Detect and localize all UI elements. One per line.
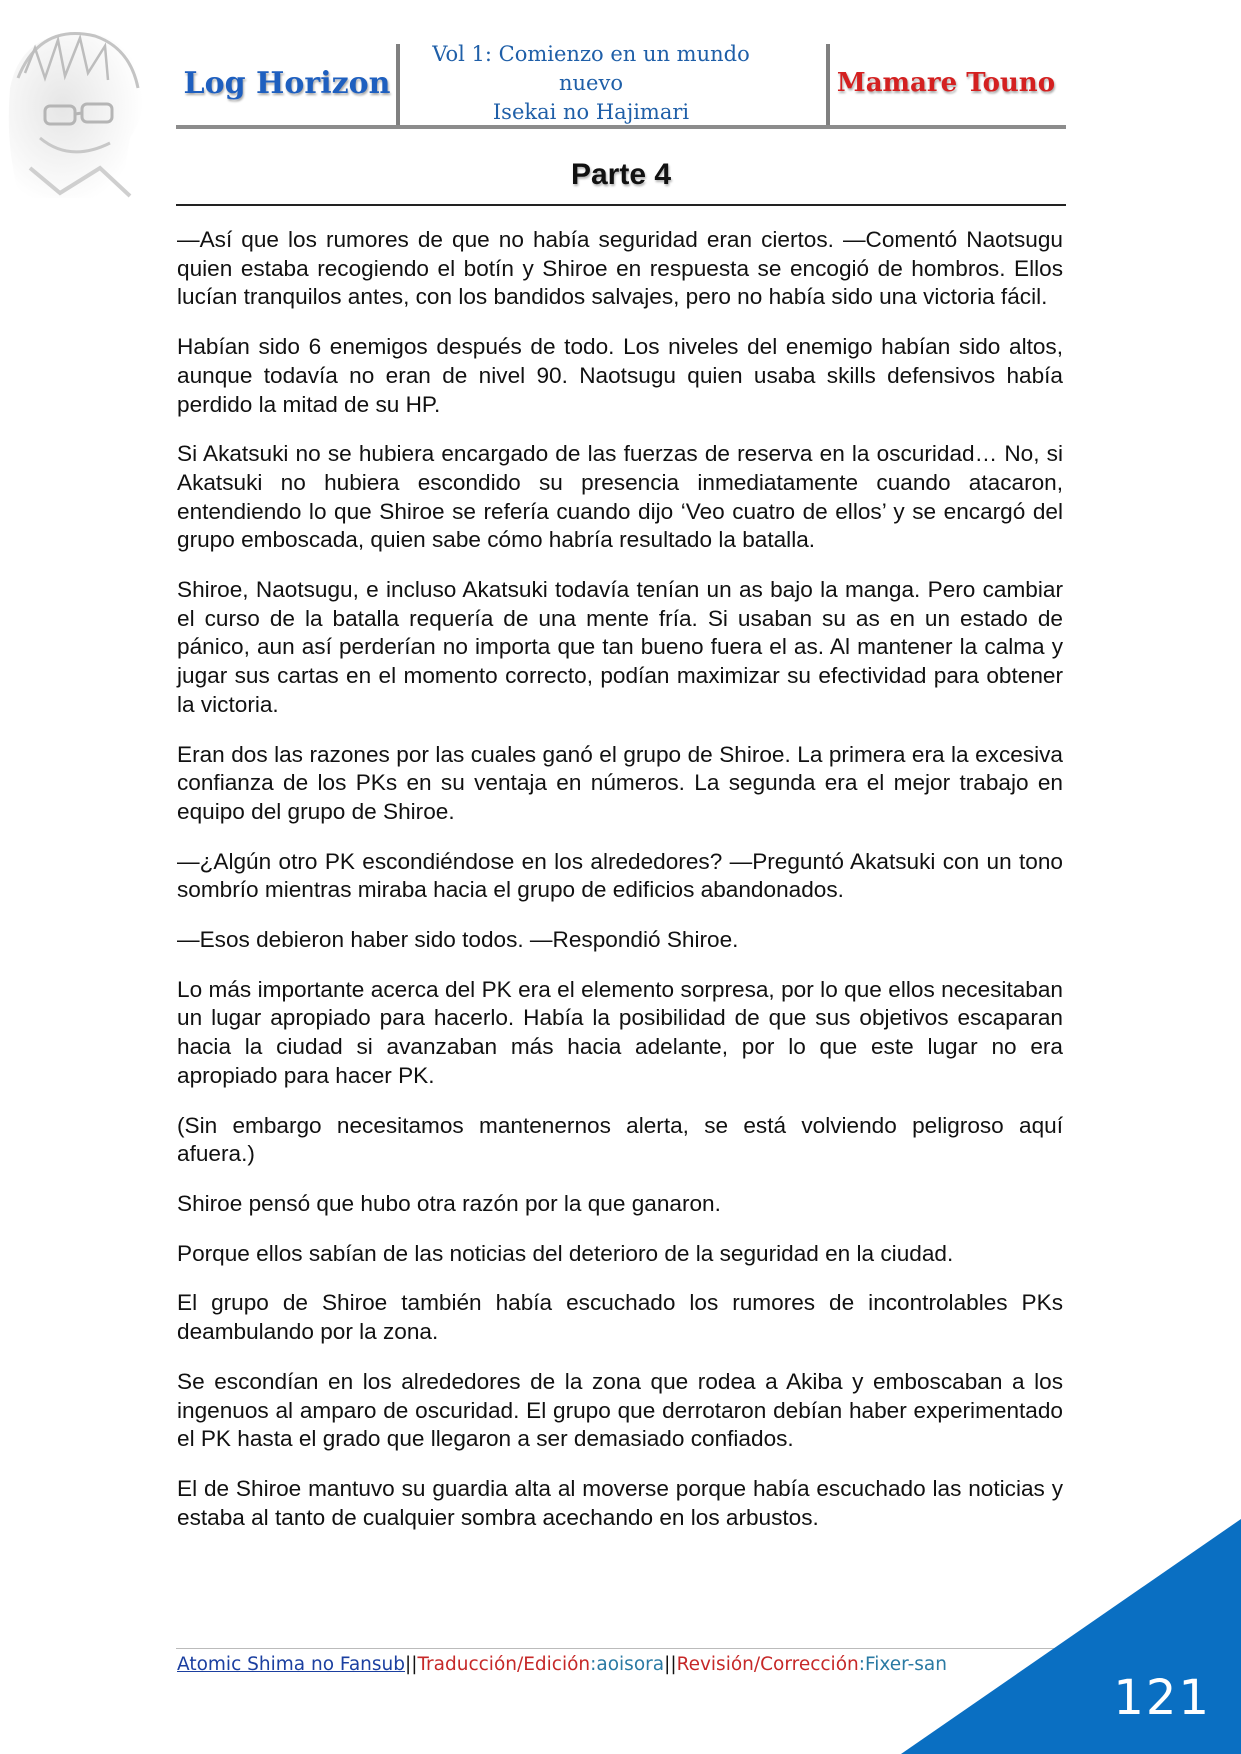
translation-label: Traducción/Edición	[417, 1654, 591, 1675]
paragraph: Shiroe pensó que hubo otra razón por la que ganaron.	[177, 1190, 721, 1216]
credits-footer	[177, 1654, 947, 1675]
footer-separator: ||	[405, 1654, 418, 1675]
revision-label: Revisión/Corrección	[676, 1654, 859, 1675]
page-number: 121	[1113, 1670, 1211, 1726]
paragraph: Shiroe, Naotsugu, e incluso Akatsuki todavía tenían un as bajo la manga. Pero cambiar el curso de la batalla requería de una mente fría. Si usaban su as en un estado de pánico, aun así perderían no importa que tan bueno fuera el as. Al mantener la calma y jugar sus cartas en el momento correcto, podían maximizar su efectividad para obtener la victoria.	[177, 577, 1063, 717]
volume-title: Vol 1: Comienzo en un mundo nuevo	[432, 41, 750, 95]
paragraph: Lo más importante acerca del PK era el elemento sorpresa, por lo que ellos necesitaban un lugar apropiado para hacerlo. Había la posibilidad de que sus objetivos escaparan hacia la ciudad si avanzaban más hacia adelante, por lo que este lugar no era apropiado para hacer PK.	[177, 976, 1063, 1088]
author-name: Mamare Touno	[836, 68, 1056, 98]
translator-name: :aoisora	[590, 1654, 665, 1675]
volume-subtitle: Isekai no Hajimari	[492, 99, 690, 124]
reviser-name: :Fixer-san	[858, 1654, 947, 1675]
paragraph: Eran dos las razones por las cuales ganó el grupo de Shiroe. La primera era la excesiva confianza de los PKs en su ventaja en números. La segunda era el mejor trabajo en equipo del grupo de Shiroe.	[177, 741, 1063, 824]
paragraph: —Esos debieron haber sido todos. —Respondió Shiroe.	[177, 927, 739, 953]
paragraph: Habían sido 6 enemigos después de todo. Los niveles del enemigo habían sido altos, aunque todavía no eran de nivel 90. Naotsugu quien usaba skills defensivos había perdido la mitad de su HP.	[177, 334, 1063, 417]
footer-separator: ||	[664, 1654, 677, 1675]
series-title: Log Horizon	[183, 65, 391, 101]
paragraph: —Así que los rumores de que no había seguridad eran ciertos. —Comentó Naotsugu quien estaba recogiendo el botín y Shiroe en respuesta se encogió de hombros. Ellos lucían tranquilos antes, con los bandidos salvajes, pero no había sido una victoria fácil.	[177, 227, 1063, 310]
page-header	[176, 42, 1066, 126]
fansub-link[interactable]: Atomic Shima no Fansub	[177, 1654, 405, 1675]
paragraph: Porque ellos sabían de las noticias del deterioro de la seguridad en la ciudad.	[177, 1240, 954, 1266]
paragraph: —¿Algún otro PK escondiéndose en los alrededores? —Preguntó Akatsuki con un tono sombrío mientras miraba hacia el grupo de edificios abandonados.	[177, 848, 1063, 903]
volume-info	[404, 42, 778, 124]
chapter-title: Parte 4	[570, 158, 672, 191]
body-text	[177, 226, 1063, 1553]
title-divider	[176, 204, 1066, 206]
character-sketch-illustration	[0, 18, 160, 208]
paragraph: El grupo de Shiroe también había escuchado los rumores de incontrolables PKs deambulando por la zona.	[177, 1290, 1063, 1345]
paragraph: Si Akatsuki no se hubiera encargado de las fuerzas de reserva en la oscuridad… No, si Akatsuki no hubiera escondido su presencia inmediatamente cuando atacaron, entendiendo lo que Shiroe se refería cuando dijo ‘Veo cuatro de ellos’ y se encargó del grupo emboscada, quien sabe cómo habría resultado la batalla.	[177, 441, 1063, 553]
header-divider	[176, 125, 1066, 129]
paragraph: Se escondían en los alrededores de la zona que rodea a Akiba y emboscaban a los ingenuos al amparo de oscuridad. El grupo que derrotaron debían haber experimentado el PK hasta el grado que llegaron a ser demasiado confiados.	[177, 1368, 1063, 1452]
paragraph: (Sin embargo necesitamos mantenernos alerta, se está volviendo peligroso aquí afuera.)	[177, 1112, 1063, 1167]
header-separator	[396, 44, 400, 126]
paragraph: El de Shiroe mantuvo su guardia alta al moverse porque había escuchado las noticias y estaba al tanto de cualquier sombra acechando en los arbustos.	[177, 1475, 1063, 1530]
